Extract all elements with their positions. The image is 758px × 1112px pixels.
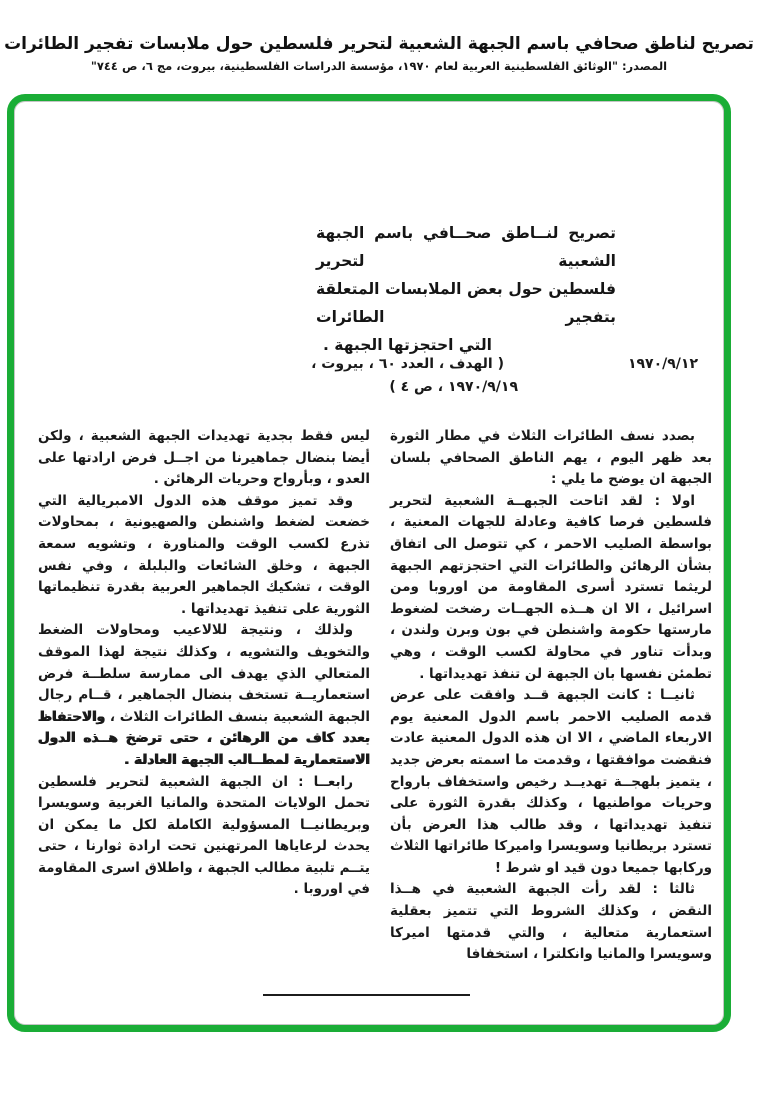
heading-line: فلسطين حول بعض الملابسات المتعلقة بتفجير الطائرات xyxy=(316,280,616,326)
column-right xyxy=(390,426,712,966)
body-columns xyxy=(38,426,712,966)
statement-date: ١٩٧٠/٩/١٢ xyxy=(627,356,698,372)
citation-line-2: ١٩٧٠/٩/١٩ ، ص ٤ ) xyxy=(389,379,518,395)
heading xyxy=(316,219,616,359)
document-green-frame xyxy=(7,94,731,1032)
paragraph xyxy=(38,620,370,771)
text-run: اولا : لقد اتاحت الجبهــة الشعبية لتحرير فلسطين فرصا كافية وعادلة للجهات المعنية ، بواسطة الصليب الاحمر ، كي تتوصل الى اتفاق بشأن الرهائن والطائرات التي احتجزتهم الجبهة لريثما تسترد أسرى المقاومة من اوروبا ومن اسرائيل ، الا ان هــذه الجهــات رضخت لضغوط مارستها حكومة واشنطن في بون وبرن ولندن ، وبدأت تناور في محاولة لكسب الوقت ، وهي تطمئن نفسها بان الجبهة لن تنفذ تهديداتها . xyxy=(390,492,712,682)
column-left xyxy=(38,426,370,966)
source-line: المصدر: "الوثائق الفلسطينية العربية لعام ١٩٧٠، مؤسسة الدراسات الفلسطينية، بيروت، مج ٦، ص ٧٤٤" xyxy=(90,59,668,73)
dateline xyxy=(38,355,712,403)
page-title: تصريح لناطق صحافي باسم الجبهة الشعبية لتحرير فلسطين حول ملابسات تفجير الطائرات xyxy=(4,34,754,54)
paragraph xyxy=(38,426,370,491)
text-run: ثانيــا : كانت الجبهة قــد وافقت على عرض قدمه الصليب الاحمر باسم الدول المعنية يوم الاربعاء الماضي ، الا ان هذه الدول المعنية عادت فنقضت موافقتها ، وقدمت ما اسمته بعرض جديد ، يتميز بلهجــة تهديــد رخيص واستخفاف بارواح وحريات مواطنيها ، وكذلك بقدرة الثورة على تنفيذ تهديداتها ، وقد طالب هذا العرض بأن تسترد بريطانيا وسويسرا واميركا طائراتها الثلاث وركابها جميعا دون قيد او شرط ! xyxy=(390,687,712,876)
bottom-divider xyxy=(263,994,470,996)
text-run: ليس فقط بجدية تهديدات الجبهة الشعبية ، ولكن أيضا بنضال جماهيرنا من اجــل فرض ارادتها على العدو ، وبأرواح وحريات الرهائن . xyxy=(38,428,370,488)
citation-line-1: ( الهدف ، العدد ٦٠ ، بيروت ، xyxy=(311,356,504,372)
paragraph xyxy=(38,772,370,902)
paragraph xyxy=(390,426,712,491)
paragraph xyxy=(390,491,712,685)
text-run: ثالثا : لقد رأت الجبهة الشعبية في هــذا النقض ، وكذلك الشروط التي تتميز بعقلية استعمارية متعالية ، والتي قدمتها اميركا وسويسرا والمانيا وانكلترا ، استخفافا xyxy=(390,881,712,963)
text-run: وقد تميز موقف هذه الدول الامبريالية التي خضعت لضغط واشنطن والصهيونية ، بمحاولات تذرع لكسب الوقت والمناورة ، وتشويه سمعة الجبهة ، وخلق الشائعات والبلبلة ، وفي نفس الوقت ، تشكيك الجماهير العربية بقدرة تنظيماتها الثورية على تنفيذ تهديداتها . xyxy=(38,492,370,617)
paragraph xyxy=(38,491,370,621)
text-run: ولذلك ، ونتيجة للالاعيب ومحاولات الضغط والتخويف والتشويه ، وكذلك نتيجة لهذا الموقف المتعالي الذي يهدف الى ممارسة سلطــة فرض استعماريــة تستخف بنضال الجماهير ، قــام رجال الجبهة الشعبية بنسف الطائرات الثلاث ، xyxy=(38,622,370,725)
paragraph xyxy=(390,879,712,965)
heading-line: التي احتجزتها الجبهة . xyxy=(323,336,492,354)
text-run: بصدد نسف الطائرات الثلاث في مطار الثورة بعد ظهر اليوم ، يهم الناطق الصحافي بلسان الجبهة ان يوضح ما يلي : xyxy=(390,428,712,488)
text-run: رابعــا : ان الجبهة الشعبية لتحرير فلسطين تحمل الولايات المتحدة والمانيا الغربية وسويسرا وبريطانيــا المسؤولية الكاملة لكل ما يمكن ان يحدث لرعاياها المرتهنين تحت ارادة ثوارنا ، حتى يتــم تلبية مطالب الجبهة ، واطلاق اسرى المقاومة في اوروبا . xyxy=(38,773,370,898)
paragraph xyxy=(390,685,712,879)
bold-text-run: والاحتفاظ بعدد كاف من الرهائن ، حتى ترضخ هــذه الدول الاستعمارية لمطــالب الجبهة العادلة . xyxy=(38,708,370,768)
heading-line: تصريح لنــاطق صحــافي باسم الجبهة الشعبية لتحرير xyxy=(316,224,616,270)
